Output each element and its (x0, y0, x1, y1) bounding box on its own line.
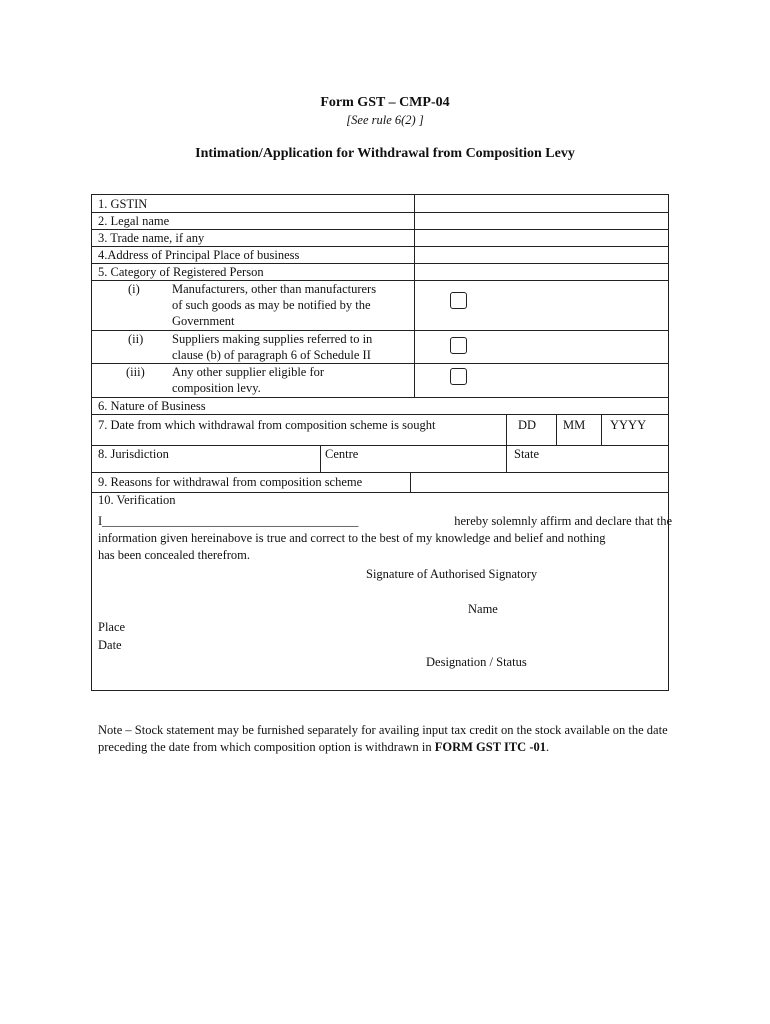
year-field[interactable]: YYYY (610, 418, 647, 432)
declaration-text: hereby solemnly affirm and declare that the (454, 514, 672, 528)
category-other-checkbox[interactable] (450, 368, 467, 385)
column-divider (320, 445, 321, 472)
category-number: (i) (128, 282, 140, 296)
name-label: Name (468, 602, 498, 616)
note-end: . (546, 740, 550, 754)
column-divider (556, 414, 557, 445)
designation-label: Designation / Status (426, 655, 527, 669)
row-divider (92, 414, 668, 415)
nature-label: 6. Nature of Business (98, 399, 206, 413)
footnote (98, 722, 673, 756)
row-divider (92, 472, 668, 473)
category-number: (iii) (126, 365, 145, 379)
column-divider (601, 414, 602, 445)
category-text: Government (172, 314, 235, 328)
form-reference: FORM GST ITC -01 (434, 740, 546, 754)
category-manufacturers-checkbox[interactable] (450, 292, 467, 309)
rule-reference: [See rule 6(2) ] (346, 113, 424, 127)
application-form (91, 194, 672, 691)
row-divider (92, 492, 668, 493)
gstin-label: 1. GSTIN (98, 197, 148, 211)
reasons-label: 9. Reasons for withdrawal from composition scheme (98, 475, 363, 489)
signature-label: Signature of Authorised Signatory (366, 567, 538, 581)
trade-name-label: 3. Trade name, if any (98, 231, 205, 245)
row-divider (92, 445, 668, 446)
jurisdiction-label: 8. Jurisdiction (98, 447, 169, 461)
category-suppliers-checkbox[interactable] (450, 337, 467, 354)
date-label: Date (98, 638, 122, 652)
declarant-name-blank[interactable]: I_________________________________________ (98, 514, 359, 528)
category-text: Any other supplier eligible for (172, 365, 325, 379)
column-divider (414, 195, 415, 397)
centre-field[interactable]: Centre (325, 447, 359, 461)
declaration-text: has been concealed therefrom. (98, 548, 251, 562)
row-divider (92, 212, 668, 213)
category-text: Suppliers making supplies referred to in (172, 332, 373, 346)
legal-name-label: 2. Legal name (98, 214, 170, 228)
category-text: of such goods as may be notified by the (172, 298, 371, 312)
withdrawal-date-label: 7. Date from which withdrawal from composition scheme is sought (98, 418, 436, 432)
category-label: 5. Category of Registered Person (98, 265, 264, 279)
column-divider (506, 414, 507, 472)
verification-label: 10. Verification (98, 493, 176, 507)
address-label: 4.Address of Principal Place of business (98, 248, 300, 262)
place-label: Place (98, 620, 126, 634)
declaration-line (98, 513, 672, 530)
state-field[interactable]: State (514, 447, 539, 461)
column-divider (410, 472, 411, 492)
form-heading: Intimation/Application for Withdrawal from Composition Levy (195, 146, 575, 161)
day-field[interactable]: DD (518, 418, 537, 432)
category-text: composition levy. (172, 381, 261, 395)
category-text: clause (b) of paragraph 6 of Schedule II (172, 348, 371, 362)
month-field[interactable]: MM (563, 418, 586, 432)
category-number: (ii) (128, 332, 144, 346)
form-title: Form GST – CMP-04 (320, 95, 450, 110)
category-text: Manufacturers, other than manufacturers (172, 282, 377, 296)
declaration-text: information given hereinabove is true and correct to the best of my knowledge and belief and nothing (98, 531, 606, 545)
note-text: Note – Stock statement may be furnished separately for availing input tax credit on the stock available on the date preceding the date from which composition option is withdrawn in (98, 723, 668, 754)
